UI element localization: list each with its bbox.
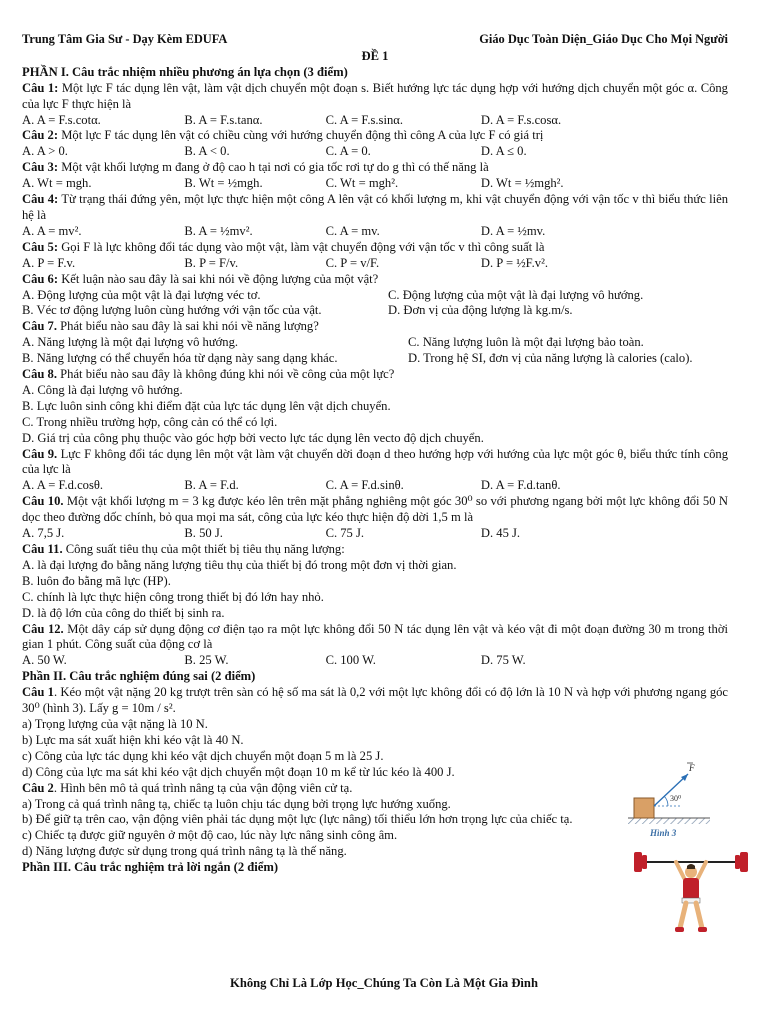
option-b: B. Wt = ½mgh. xyxy=(184,176,263,191)
figure-caption: Hình 3 xyxy=(650,828,677,838)
option-d: D. A = F.d.tanθ. xyxy=(480,478,561,493)
question-text: Phát biểu nào sau đây là không đúng khi nói về công của một lực? xyxy=(60,367,395,382)
statement-c: c) Chiếc tạ được giữ nguyên ở một độ cao, lúc này lực nâng sinh công âm. xyxy=(22,828,398,843)
floor-hatch xyxy=(628,818,710,824)
option-b: B. A < 0. xyxy=(184,144,230,159)
part2-question-1 xyxy=(22,685,728,717)
question-9 xyxy=(22,447,728,479)
option-a: A. Động lượng của một vật là đại lượng véc tơ. xyxy=(22,287,261,302)
question-1-options xyxy=(22,113,728,129)
option-d: D. Trong hệ SI, đơn vị của năng lượng là calories (calo). xyxy=(408,351,693,366)
statement-a: a) Trong cả quá trình nâng tạ, chiếc tạ luôn chịu tác dụng bởi trọng lực hướng xuống. xyxy=(22,796,451,811)
question-label: Câu 9. xyxy=(22,446,58,461)
statement-d: d) Năng lượng được sử dụng trong quá trình nâng tạ là thế năng. xyxy=(22,844,347,859)
question-10 xyxy=(22,494,728,526)
question-10-options xyxy=(22,526,728,542)
option-c: C. P = v/F. xyxy=(325,255,380,270)
option-c: C. A = 0. xyxy=(325,144,371,159)
right-arm xyxy=(698,862,706,878)
option-a: A. là đại lượng đo bằng năng lượng tiêu thụ của thiết bị đó trong một đơn vị thời gian. xyxy=(22,557,457,572)
option-c: C. chính là lực thực hiện công trong thiết bị đó lớn hay nhỏ. xyxy=(22,589,324,604)
question-text: Từ trạng thái đứng yên, một lực thực hiện một công A lên vật có khối lượng m, khi vật chuyển động với vận tốc v thì biểu thức liên hệ là xyxy=(22,192,728,222)
option-d: D. P = ½F.v². xyxy=(480,255,549,270)
option-b: B. Lực luôn sinh công khi điểm đặt của lực tác dụng lên vật dịch chuyển. xyxy=(22,398,391,413)
statement-d: d) Công của lực ma sát khi kéo vật dịch chuyển một đoạn 10 m kể từ lúc kéo là 400 J. xyxy=(22,764,455,779)
barbell-plate-right-inner xyxy=(735,855,740,869)
option-c: C. Năng lượng luôn là một đại lượng bảo toàn. xyxy=(408,335,644,350)
exam-page xyxy=(22,32,728,876)
question-7-options xyxy=(22,335,728,367)
option-a: A. P = F.v. xyxy=(22,255,76,270)
option-a: A. A = mv². xyxy=(22,223,82,238)
option-a: A. Wt = mgh. xyxy=(22,176,92,191)
option-d: D. Giá trị của công phụ thuộc vào góc hợp bởi vecto lực tác dụng lên vecto độ dịch chuyển. xyxy=(22,430,484,445)
option-a: A. 50 W. xyxy=(22,653,67,668)
question-5 xyxy=(22,240,728,256)
option-d: D. A = ½mv. xyxy=(480,223,546,238)
question-label: Câu 2: xyxy=(22,128,59,143)
question-text: Gọi F là lực không đổi tác dụng vào một vật, làm vật chuyển động với vận tốc v thì công suất là xyxy=(61,239,545,254)
question-5-options xyxy=(22,256,728,272)
option-a: A. Năng lượng là một đại lượng vô hướng. xyxy=(22,335,239,350)
question-6 xyxy=(22,272,728,288)
header xyxy=(22,32,728,48)
left-arm xyxy=(676,862,684,878)
question-text: . Hình bên mô tả quá trình nâng tạ của vận động viên cử tạ. xyxy=(53,780,353,795)
question-4-options xyxy=(22,224,728,240)
question-2-options xyxy=(22,144,728,160)
option-b: B. 50 J. xyxy=(184,526,223,541)
right-leg xyxy=(696,903,702,928)
question-7 xyxy=(22,319,728,335)
option-d: D. 45 J. xyxy=(480,526,521,541)
option-c: C. 75 J. xyxy=(325,526,365,541)
option-b: B. A = F.s.tanα. xyxy=(184,112,263,127)
question-label: Câu 3: xyxy=(22,160,59,175)
torso xyxy=(683,878,699,900)
option-c: C. Động lượng của một vật là đại lượng vô hướng. xyxy=(388,287,644,302)
option-c: C. Trong nhiều trường hợp, công cản có thể có lợi. xyxy=(22,414,278,429)
question-text: Kết luận nào sau đây là sai khi nói về động lượng của một vật? xyxy=(61,271,379,286)
option-b: B. A = ½mv². xyxy=(184,223,253,238)
hair xyxy=(687,864,695,869)
option-a: A. A = F.s.cotα. xyxy=(22,112,101,127)
question-text: Một lực F tác dụng lên vật có chiều cùng với hướng chuyển động thì công A của lực F có giá trị xyxy=(61,128,544,143)
question-2 xyxy=(22,128,728,144)
question-12-options xyxy=(22,653,728,669)
question-12 xyxy=(22,622,728,654)
question-label: Câu 1 xyxy=(22,685,54,700)
part3-title: Phần III. Câu trắc nghiệm trả lời ngắn (2 điểm) xyxy=(22,860,279,875)
option-d: D. Wt = ½mgh². xyxy=(480,176,564,191)
option-d: D. Đơn vị của động lượng là kg.m/s. xyxy=(388,303,573,318)
question-label: Câu 5: xyxy=(22,239,59,254)
option-a: A. A = F.d.cosθ. xyxy=(22,478,104,493)
barbell-plate-left xyxy=(634,852,642,872)
force-label: F xyxy=(689,763,695,773)
option-d: D. 75 W. xyxy=(480,653,526,668)
option-c: C. 100 W. xyxy=(325,653,376,668)
question-text: Một dây cáp sử dụng động cơ điện tạo ra một lực không đổi 50 N tác dụng lên vật và kéo vật đi một đoạn đường 30 m trong thời gian 1 phút. Công suất của động cơ là xyxy=(22,621,728,652)
option-b: B. luôn đo bằng mã lực (HP). xyxy=(22,573,171,588)
option-b: B. 25 W. xyxy=(184,653,229,668)
statement-c: c) Công của lực tác dụng khi kéo vật dịch chuyển một đoạn 5 m là 25 J. xyxy=(22,748,384,763)
option-a: A. 7,5 J. xyxy=(22,526,65,541)
question-3-options xyxy=(22,176,728,192)
question-label: Câu 2 xyxy=(22,780,54,795)
question-4 xyxy=(22,192,728,224)
header-left: Trung Tâm Gia Sư - Dạy Kèm EDUFA xyxy=(22,32,228,46)
header-right: Giáo Dục Toàn Diện_Giáo Dục Cho Mọi Người xyxy=(479,32,728,46)
question-label: Câu 4: xyxy=(22,192,59,207)
option-b: B. A = F.d. xyxy=(184,478,239,493)
option-a: A. A > 0. xyxy=(22,144,68,159)
left-shoe xyxy=(675,927,684,932)
question-1 xyxy=(22,81,728,113)
option-c: C. A = F.s.sinα. xyxy=(325,112,403,127)
weightlifter-figure xyxy=(632,848,750,936)
question-text: . Kéo một vật nặng 20 kg trượt trên sàn có hệ số ma sát là 0,2 với một lực không đổi có độ lớn là 10 N và hợp với phương ngang góc 30⁰ (hình 3). Lấy g = 10m / s². xyxy=(22,685,728,716)
question-text: Một vật khối lượng m đang ở độ cao h tại nơi có gia tốc rơi tự do g thì có thế năng là xyxy=(61,160,489,175)
question-3 xyxy=(22,160,728,176)
option-c: C. A = F.d.sinθ. xyxy=(325,478,404,493)
question-text: Công suất tiêu thụ của một thiết bị tiêu thụ năng lượng: xyxy=(65,542,345,556)
statement-a: a) Trọng lượng của vật nặng là 10 N. xyxy=(22,716,208,731)
part2-question-2 xyxy=(22,781,728,797)
statement-b: b) Để giữ tạ trên cao, vận động viên phải tác dụng một lực (lực nâng) tối thiểu lớn hơn trọng lực của chiếc tạ. xyxy=(22,812,573,827)
angle-arc xyxy=(664,796,668,806)
question-label: Câu 1: xyxy=(22,80,59,95)
exam-code: ĐỀ 1 xyxy=(361,48,389,63)
right-shoe xyxy=(698,927,707,932)
statement-b: b) Lực ma sát xuất hiện khi kéo vật là 40 N. xyxy=(22,732,244,747)
block xyxy=(634,798,654,818)
question-11 xyxy=(22,542,728,558)
question-text: Lực F không đổi tác dụng lên một vật làm vật chuyển dời đoạn d theo hướng hợp với hướng của lực một góc θ, biểu thức tính công của lực là xyxy=(22,446,729,477)
option-d: D. A = F.s.cosα. xyxy=(480,112,562,127)
question-9-options xyxy=(22,478,728,494)
question-6-options xyxy=(22,288,728,320)
question-label: Câu 10. xyxy=(22,494,64,509)
question-text: Một lực F tác dụng lên vật, làm vật dịch chuyển một đoạn s. Biết hướng lực tác dụng hợp với hướng dịch chuyển một góc α. Công của lực F thực hiện là xyxy=(22,80,728,111)
option-b: B. Năng lượng có thể chuyển hóa từ dạng này sang dạng khác. xyxy=(22,351,338,366)
option-b: B. P = F/v. xyxy=(184,255,239,270)
left-leg xyxy=(680,903,686,928)
question-label: Câu 7. xyxy=(22,319,57,334)
option-d: D. là độ lớn của công do thiết bị sinh ra. xyxy=(22,605,225,620)
footer-slogan: Không Chỉ Là Lớp Học_Chúng Ta Còn Là Một Gia Đình xyxy=(230,976,538,990)
option-c: C. A = mv. xyxy=(325,223,380,238)
option-d: D. A ≤ 0. xyxy=(480,144,527,159)
barbell-plate-right xyxy=(740,852,748,872)
barbell-plate-left-inner xyxy=(642,855,647,869)
option-a: A. Công là đại lượng vô hướng. xyxy=(22,382,183,397)
question-text: Một vật khối lượng m = 3 kg được kéo lên trên mặt phẳng nghiêng một góc 30⁰ so với phương ngang bởi một lực không đổi 50 N dọc theo đường dốc chính, bỏ qua mọi ma sát, công của lực kéo thực hiện độ dời 1,5 m là xyxy=(22,494,728,525)
part2-title: Phần II. Câu trắc nghiệm đúng sai (2 điểm) xyxy=(22,669,256,684)
question-label: Câu 11. xyxy=(22,542,63,556)
option-b: B. Véc tơ động lượng luôn cùng hướng với vận tốc của vật. xyxy=(22,303,322,318)
angle-label: 30⁰ xyxy=(670,794,682,803)
figure-hinh-3 xyxy=(628,760,748,838)
question-text: Phát biểu nào sau đây là sai khi nói về năng lượng? xyxy=(60,319,319,334)
question-label: Câu 6: xyxy=(22,271,59,286)
question-label: Câu 8. xyxy=(22,367,57,382)
question-8 xyxy=(22,367,728,383)
question-label: Câu 12. xyxy=(22,621,64,636)
part1-title: PHẦN I. Câu trắc nhiệm nhiều phương án lựa chọn (3 điểm) xyxy=(22,64,348,79)
option-c: C. Wt = mgh². xyxy=(325,176,399,191)
